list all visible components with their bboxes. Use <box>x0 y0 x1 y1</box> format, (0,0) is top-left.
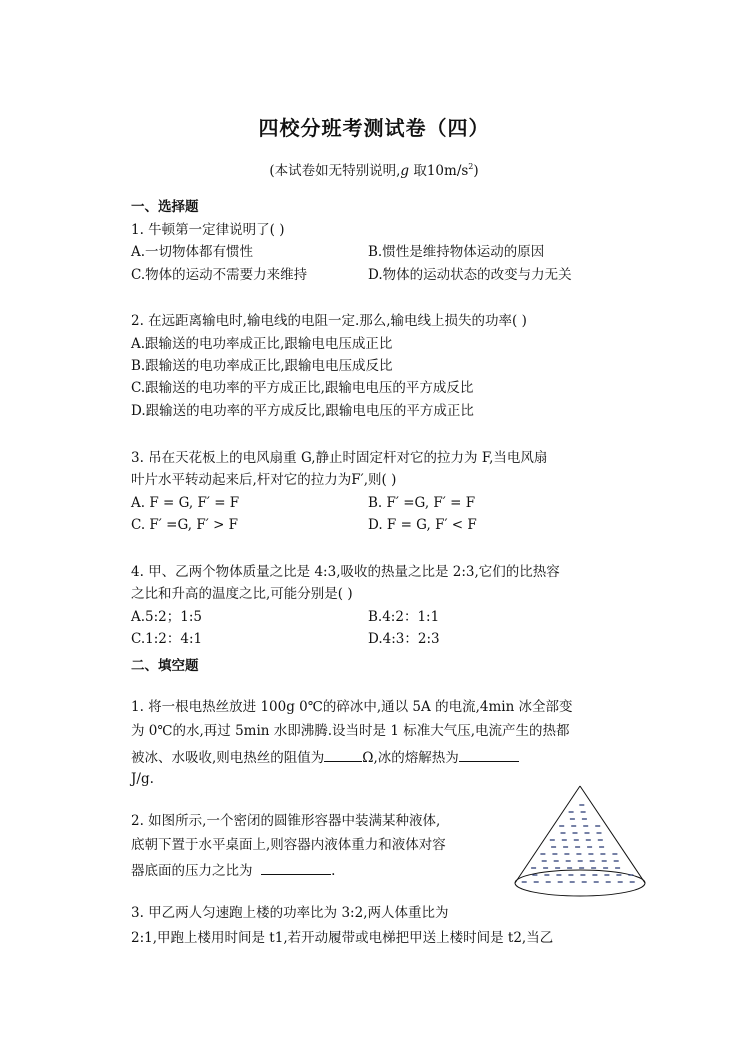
section-choice: 一、选择题 <box>131 199 199 215</box>
q1-option-b: B.惯性是维持物体运动的原因 <box>368 244 545 260</box>
f2-line3-end: . <box>331 863 336 879</box>
f2-line3-text: 器底面的压力之比为 <box>131 863 253 879</box>
q2-option-a: A.跟输送的电功率成正比,跟输电电压成正比 <box>131 336 393 352</box>
f2-line2: 底朝下置于水平桌面上,则容器内液体重力和液体对容 <box>131 837 446 853</box>
subtitle-prefix: (本试卷如无特别说明, <box>269 163 401 179</box>
cone-right-edge <box>580 786 645 883</box>
q2-option-c: C.跟输送的电功率的平方成正比,跟输电电压的平方成反比 <box>131 380 474 396</box>
q1-stem: 1. 牛顿第一定律说明了( ) <box>131 222 285 238</box>
q1-option-a: A.一切物体都有惯性 <box>131 244 254 260</box>
section-fill: 二、填空题 <box>131 658 199 674</box>
f2-blank-ratio[interactable] <box>261 862 331 875</box>
f1-line3-text-b: Ω,冰的熔解热为 <box>362 750 459 766</box>
f1-line4: J/g. <box>131 771 154 787</box>
f1-line1: 1. 将一根电热丝放进 100g 0℃的碎冰中,通以 5A 的电流,4min 冰全部变 <box>131 699 573 715</box>
q4-option-a: A.5:2；1:5 <box>131 609 202 625</box>
q3-option-d: D. F = G, F′ < F <box>368 517 477 533</box>
q4-option-c: C.1:2：4:1 <box>131 631 203 647</box>
q3-option-c: C. F′ =G, F′ > F <box>131 517 239 533</box>
f1-line3 <box>131 749 519 766</box>
q4-stem-line2: 之比和升高的温度之比,可能分别是( ) <box>131 586 353 602</box>
q4-option-b: B.4:2：1:1 <box>368 609 440 625</box>
cone-base-ellipse <box>515 870 645 896</box>
f2-line1: 2. 如图所示,一个密闭的圆锥形容器中装满某种液体, <box>131 813 441 829</box>
q2-option-b: B.跟输送的电功率成正比,跟输电电压成反比 <box>131 358 393 374</box>
q3-option-a: A. F = G, F′ = F <box>131 495 240 511</box>
q4-option-d: D.4:3：2:3 <box>368 631 440 647</box>
subtitle-suffix: ) <box>473 163 479 179</box>
q3-stem-line2: 叶片水平转动起来后,杆对它的拉力为F′,则( ) <box>131 472 397 488</box>
q3-stem-line1: 3. 吊在天花板上的电风扇重 G,静止时固定杆对它的拉力为 F,当电风扇 <box>131 450 548 466</box>
q1-option-d: D.物体的运动状态的改变与力无关 <box>368 267 572 283</box>
q2-option-d: D.跟输送的电功率的平方成反比,跟输电电压的平方成正比 <box>131 403 474 419</box>
subtitle-g: g <box>400 163 410 179</box>
f2-line3 <box>131 862 335 879</box>
subtitle <box>0 163 748 179</box>
q3-option-b: B. F′ =G, F′ = F <box>368 495 476 511</box>
q2-stem: 2. 在远距离输电时,输电线的电阻一定.那么,输电线上损失的功率( ) <box>131 313 527 329</box>
q4-stem-line1: 4. 甲、乙两个物体质量之比是 4:3,吸收的热量之比是 2:3,它们的比热容 <box>131 564 560 580</box>
subtitle-mid: 取10m/s <box>409 163 469 179</box>
page-title: 四校分班考测试卷（四） <box>258 116 490 140</box>
f3-line2: 2:1,甲跑上楼用时间是 t1,若开动履带或电梯把甲送上楼时间是 t2,当乙 <box>131 930 554 946</box>
subtitle-sup: 2 <box>468 162 474 171</box>
q1-option-c: C.物体的运动不需要力来维持 <box>131 267 308 283</box>
f3-line1: 3. 甲乙两人匀速跑上楼的功率比为 3:2,两人体重比为 <box>131 905 449 921</box>
f1-blank-heat[interactable] <box>459 749 519 762</box>
f1-line3-text-a: 被冰、水吸收,则电热丝的阻值为 <box>131 750 325 766</box>
f1-line2: 为 0℃的水,再过 5min 水即沸腾.设当时是 1 标准大气压,电流产生的热都 <box>131 723 570 739</box>
cone-container-figure <box>512 784 648 900</box>
f1-blank-resistance[interactable] <box>324 749 362 762</box>
